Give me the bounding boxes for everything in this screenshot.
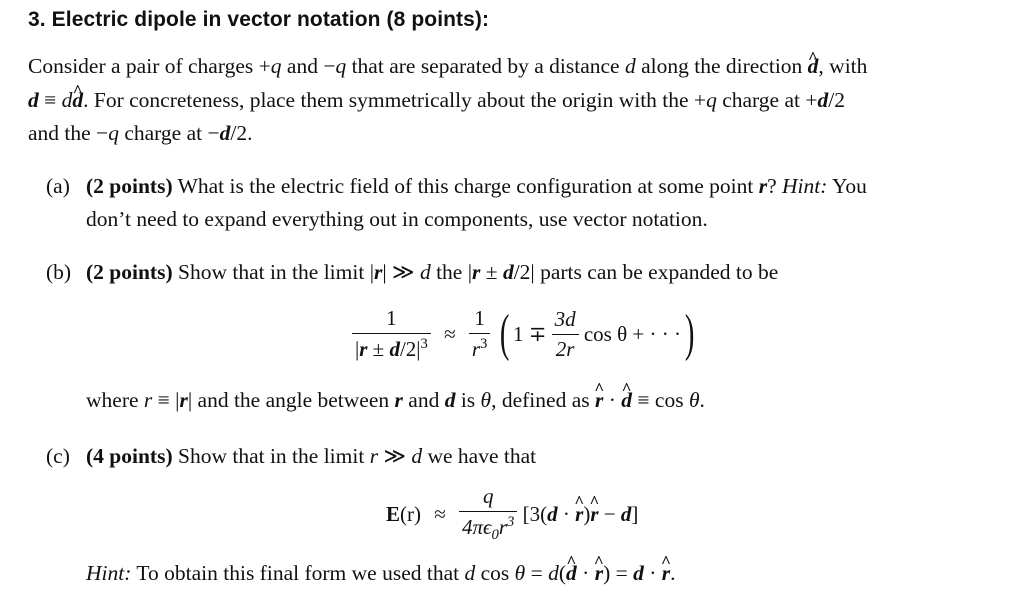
dhat-symbol: d ^	[808, 50, 819, 84]
dhat-symbol: d ^	[72, 84, 83, 118]
where-line: where r ≡ |r| and the angle between r and d is θ, defined as r ^ · d ^ ≡ cos θ.	[86, 388, 705, 413]
fraction: $\frac{3d}{2r}$	[552, 307, 579, 362]
intro-paragraph: Consider a pair of charges +q and −q that are separated by a distance d along the direction d ^, with d ≡ dd ^. For concreteness, place them symmetrically about the origin with the +q charge at +d/2 and the −q charge at −d/2.	[28, 50, 988, 151]
part-marker: (a)	[46, 174, 70, 198]
fraction: $\frac{q}{4\pi\epsilon_0r^3}$	[459, 484, 517, 544]
part-marker: (b)	[46, 260, 72, 284]
problem-heading: 3. Electric dipole in vector notation (8 points):	[28, 8, 490, 31]
fraction: $\frac{1}{r^3}$	[469, 306, 491, 362]
part-b: (b) (2 points) Show that in the limit |r| ≫ d the |r ± d/2| parts can be expanded to be	[46, 256, 986, 289]
hint-line: Hint: To obtain this final form we used that d cos θ = d(d ^ · r ^) = d · r ^.	[86, 561, 676, 586]
dipole-field-equation: E(r) ≈ $\frac{q}{4\pi\epsilon_0r^3}$ [3(d · r ^)r ^ − d]	[386, 484, 638, 544]
expansion-equation: $\frac{1}{|r \pm d/2|^3}$ ≈ $\frac{1}{r^3}$ ( 1 ∓ $\frac{3d}{2r}$ cos θ + · · ·)	[352, 306, 698, 362]
part-a: (a) (2 points) What is the electric field of this charge configuration at some point r? Hint: You don’t need to expand everything out in components, use vector notation.	[46, 170, 986, 236]
fraction: $\frac{1}{|r \pm d/2|^3}$	[352, 306, 431, 362]
part-marker: (c)	[46, 444, 70, 468]
part-c: (c) (4 points) Show that in the limit r ≫ d we have that	[46, 440, 986, 473]
